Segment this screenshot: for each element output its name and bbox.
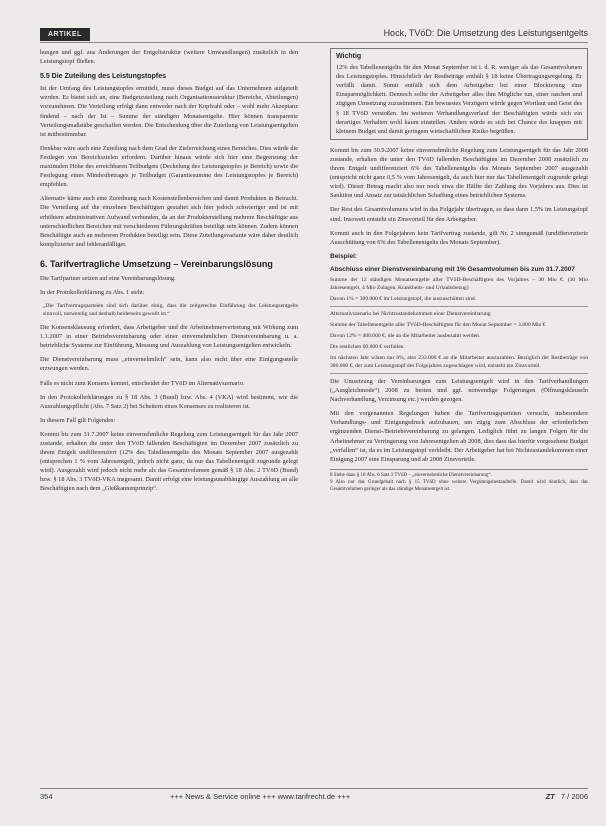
footnote: 8 Siehe dazu § 18 Abs. 6 Satz 3 TVöD – „einvernehmliche Dienstvereinbarung“. <box>330 472 492 478</box>
publisher-logo: ZT <box>545 792 555 801</box>
paragraph: Die Dienstvereinbarung muss „einvernehmlich“ sein, kann also nicht über eine Einigungsstelle erzwungen werden. <box>40 356 298 373</box>
example-rule <box>330 373 588 374</box>
paragraph: Denkbar wäre auch eine Zuteilung nach dem Grad der Zielerreichung eines Bereiches. Dies würde die Festlegen von Bereichszielen erfordern. Darüber hinaus würde sich hier eine Begrenzung der maximalen Höhe des erreichbaren Teilbudgets (Deckelung des Leistungstopfes je Bereich) sowie die Festlegung eines Mindestbetrages je Teilbudget (Garantiesumme des Leistungstopfes je Bereich) empfehlen. <box>40 144 298 189</box>
paragraph: Ist der Umfang des Leistungstopfes ermittelt, muss dieses Budget auf das Unternehmen aufgeteilt werden. Es bietet sich an, eine Budgetzuteilung nach Organisationsstruktur (Bereiche, Abteilungen) vorzunehmen. Die Verteilung erfolgt dann entweder nach der Kopfzahl oder – wohl mehr Akzeptanz findend – nach der Ist – Summe der ständigen Monatsentgelte. Hier können transparente Verteilungsmaßstäbe geschaffen werden. Die Entscheidung über die Zuteilung von Leistungsentgelten ist mitbestimmbar. <box>40 85 298 138</box>
example-line: Im nächsten Jahr wären nur 6%, also 233.000 € an die Mitarbeiter auszuzahlen. Bezüglich der Restbeträge von 300.000 €, der zum Leistungstopf des Folgejahres zugeschlagen wird, entsteht ein Zinsvorteil. <box>330 354 588 369</box>
running-head: Hock, TVöD: Die Umsetzung des Leistungsentgelts <box>383 28 588 38</box>
quote: „Die Tarifvertragsparteien sind sich darüber einig, dass die zeitgerechte Einführung des Leistungsentgelts sinnvoll, notwendig und deshalb beiderseits gewollt ist.“ <box>43 303 298 318</box>
paragraph: Alternativ käme auch eine Zuordnung nach Kostenstellenbereichen und damit Produkten in Betracht. Die Verteilung auf die einzelnen Beschäftigten gestaltet sich hier jedoch schwieriger und ist mit erhöhtem administrativen Aufwand verbunden, da an der Produkterstellung mehrere Beschäftigte aus unterschiedlichen Bereichen mit verschiedenen Führungskräften beteiligt sein können. Zudem können Beschäftigte auch an mehreren Produkten beteiligt sein. Diese Zuteilungsvariante wäre daher deutlich komplizierter und fehleranfälliger. <box>40 195 298 248</box>
info-box-title: Wichtig <box>336 53 362 60</box>
issue-number: 7 / 2006 <box>560 792 588 801</box>
example-line: Alternativszenario bei Nichtzustandekommen einer Dienstvereinbarung <box>330 310 491 317</box>
paragraph: Kommt bis zum 31.7.2007 keine einvernehmliche Regelung zum Leistungsentgelt für das Jahr 2007 zustande, erhalten die unter den TVöD fallenden Beschäftigten im Dezember 2007 zusätzlich zu ihrem Entgelt undifferenziert (12% des Tabellenentgelts des Monats September 2007 ausgezahlt (entsprechen 1 % vom Jahresentgelt, jedoch nicht ganz, da nur das Tabellenentgelt zugrunde gelegt wird). Ausgezahlt wird jedoch nicht mehr als das Gesamtvolumen gemäß § 18 Abs. 2 TVöD (Bund) bzw. § 18 Abs. 3 TVöD-VKA insgesamt. Damit erfolgt eine leistungsunabhängige Auszahlung an alle Beschäftigten nach dem „Gießkannenprinzip“. <box>40 430 298 493</box>
chapter-heading: 6. Tarifvertragliche Umsetzung – Vereinbarungslösung <box>40 258 273 269</box>
footnotes <box>330 469 588 493</box>
paragraph: Die Tarifpartner setzen auf eine Vereinbarungslösung. <box>40 274 176 282</box>
paragraph: In den Protokollerklärungen zu § 18 Abs. 3 (Bund) bzw. Abs. 4 (VKA) wird bestimmt, wie die Auszahlungspflicht (Abs. 7 Satz 2) bei Scheitern eines Konsenses zu realisieren ist. <box>40 393 298 410</box>
example-line: Summe der 12 ständigen Monatsentgelte aller TVöD-Beschäftigten des Vorjahres – 30 Mio €. (30 Mio Jahresentgelt, 4 Mio Zulagen, Krankheits- und Urlaubsbezug) <box>330 276 588 291</box>
paragraph: In diesem Fall gilt Folgendes: <box>40 416 116 424</box>
page-footer <box>40 792 588 804</box>
section-tag: ARTIKEL <box>40 28 90 41</box>
example-line: Summe der Tabellenentgelte aller TVöD-Beschäftigten für den Monat September = 3.800 Mio € <box>330 321 546 328</box>
info-box <box>330 48 588 140</box>
right-column <box>330 48 588 493</box>
paragraph: Der Rest des Gesamtvolumens wird in das Folgejahr übertragen, so dass dann 1,5% im Leistungstopf sind. Insoweit entsteht ein Zinsvorteil für den Arbeitgeber. <box>330 206 588 223</box>
footer-link-text: +++ News & Service online +++ www.tarifrecht.de +++ <box>170 792 351 801</box>
paragraph: Falls es nicht zum Konsens kommt, entscheidet der TVöD im Alternativszenario. <box>40 379 245 387</box>
issue-info <box>546 792 588 801</box>
paragraph: Die Konsensklausung erfordert, dass Arbeitgeber und die Arbeitnehmervertretung mit Wirkung zum 1.1.2007 in einer Betriebsvereinbarung oder einer einvernehmlichen Dienstvereinbarung u. a. betriebliche Systeme zur Einführung, Messung und Auszahlung von Leistungsentgelten entwickeln. <box>40 324 298 350</box>
paragraph: hungen und ggf. aus Änderungen der Entgeltstruktur (weitere Umwandlungen) zusätzlich in den Leistungstopf fließen. <box>40 49 298 66</box>
example-line: Davon 12% = 400.000 €, die an die Mitarbeiter ausbezahlt werden. <box>330 332 481 339</box>
paragraph: Mit den vorgenannten Regelungen haben die Tarifvertragsparteien versucht, insbesondere Verhandlungs- und Einigungsdruck aufzubauen, um zügig zum Abschluss der erforderlichen ergänzenden Dienst-/Betriebsvereinbarung zu gelangen. Lediglich führt zu langen Folgen für die Arbeitnehmer zu Verringerung von Jahresentgelten ab 2008, dies dass das hierfür vorgesehene Budget „verfallen“ ist, da es im Leistungstopf verbleibt. Der Arbeitgeber hat bei Nichtzustandekommen einer Einigung 2007 eine Einsparung und ab 2008 Zinsvorteile. <box>330 410 588 463</box>
left-column <box>40 48 298 499</box>
paragraph: Kommt bis zum 30.9.2007 keine einvernehmliche Regelung zum Leistungsentgelt für das Jahr 2008 zustande, erhalten die unter den TVöD fallenden Beschäftigten im Dezember 2008 zusätzlich zu ihrem Entgelt undifferenziert 6% des Tabellenentgelts des Monats September 2007 ausgezahlt (entspricht nicht ganz 0,5 % vom Jahresentgelt, da auch hier nur das Tabellenentgelt zugrunde gelegt wird). Dieser Betrag macht also nur noch etwa die Hälfte der Zahlung des Vorjahres aus. Dies ist Sanktion und Ansatz zur tatsächlichen Schaffung eines betrieblichen Systems. <box>330 146 588 200</box>
example-label: Beispiel: <box>330 252 358 260</box>
header-rule <box>40 42 588 43</box>
paragraph: Kommt auch in den Folgejahren kein Tarifvertrag zustande, gilt Nr. 2 sinngemäß (undifferenzierte Ausschüttung von 6% des Tabellenentgelts des Monats September). <box>330 229 588 246</box>
section-heading: 5.5 Die Zuteilung des Leistungstopfes <box>40 73 167 81</box>
paragraph: Die Umsetzung der Vereinbarungen zum Leistungsentgelt wird in den Tarifverhandlungen („Ausgleichmode“) 2008 zu besten und ggf. notwendige Folgerungen (Öffnungsklauseln Nachverhandlung, Verzinsung etc.) werden gezogen. <box>330 377 588 404</box>
info-box-text: 12% des Tabellenentgelts für den Monat September ist i. d. R. weniger als das Gesamtvolumen des Leistungstopfes. Hinsichtlich der Restbeträge enthält § 18 keine Übertragungsregelung. Er verfällt damit. Somit entfällt sich dem Arbeitgeber bei einer Blockierung eine Einsparmöglichkeit. Dennoch sollte der Arbeitgeber alles ihm Mögliche tun, einer raschen und zügigen Umsetzung zuzustimmen. Ein bewusstes Verzögern würde gegen Wortlaut und Geist des § 18 TVöD verstoßen. Im weiteren Verhandlungsverlauf der Beschäftigten würde sich ein derartiges Verhalten wohl kaum einstellen. Anders würde es sich bei Chance des knappen mit kleinem Budget und damit geringem wirtschaftlichen Risiko begrüßen. <box>336 64 582 135</box>
paragraph: In der Protokollerklärung zu Abs. 1 steht: <box>40 288 145 296</box>
footnote: 9 Also nur das Grundgehalt nach § 15 TVöD ohne weitere Vergütungsbestandteile. Damit wird deutlich, dass das Gesamtvolumen geringer als das ständige Monatsentgelt ist. <box>330 479 588 492</box>
example-line: Die restlichen 60.000 € verfallen. <box>330 343 405 350</box>
example-line: Davon 1% = 300.000 € im Leistungstopf, die auszuschütten sind. <box>330 295 477 302</box>
footer-rule <box>40 788 588 789</box>
example-title: Abschluss einer Dienstvereinbarung mit 1% Gesamtvolumen bis zum 31.7.2007 <box>330 265 575 273</box>
page-number: 354 <box>40 792 53 801</box>
example-rule <box>330 306 588 307</box>
page-header <box>40 28 588 42</box>
